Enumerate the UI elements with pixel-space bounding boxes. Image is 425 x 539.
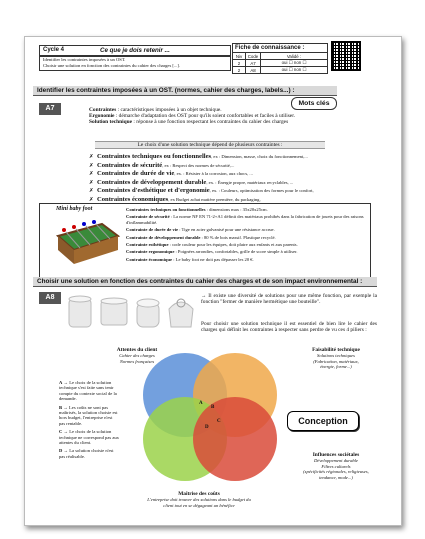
section-heading-a8: Choisir une solution en fonction des contraintes du cahier des charges et de son impact environnemental :: [33, 277, 377, 287]
legend-text: → La solution choisie n'est pas réalisable.: [59, 448, 114, 459]
example-term: Contrainte économique: [126, 256, 173, 262]
objective-1: Identifier les contraintes imposées à un OST.: [43, 57, 126, 62]
example-term: Contrainte esthétique: [126, 242, 169, 248]
example-text: : Le baby foot ne doit pas dépasser les 20 €.: [172, 256, 254, 262]
example-term: Contrainte ergonomique: [126, 249, 175, 255]
list-item: [89, 179, 359, 188]
venn-diagram: [121, 353, 311, 493]
legend-text: → Le choix de la solution technique ne correspond pas aux attentes du client.: [59, 429, 119, 446]
paragraph-diversity-text: Il existe une diversité de solutions pour une même fonction, par exemple la fonction "fermer de manière hermétique une bouteille".: [201, 293, 377, 306]
list-item: [89, 170, 359, 179]
pillar-title: Attentes du client: [116, 347, 158, 353]
pillar-title: Influences sociétales: [312, 452, 360, 458]
mots-cles-badge: Mots clés: [291, 97, 337, 110]
constraint-example: , ex. : Résister à la corrosion, aux chocs, ...: [174, 171, 253, 177]
diagram-letter-b: B: [211, 405, 215, 410]
constraint-example: , ex : Dimension, masse, choix du fonctionnement,...: [211, 154, 308, 159]
document-page: [24, 36, 402, 526]
example-line: [126, 235, 366, 240]
fiche-row-2-code: A8: [246, 67, 261, 74]
cross-icon: ✗: [89, 162, 94, 169]
checkbox-icon[interactable]: ☐: [302, 60, 307, 65]
pillar-subtitle: Solutions techniques (Fabrication, matériaux, énergie, forme...): [313, 353, 359, 370]
example-text: : code couleur pour les équipes, doit plaire aux enfants et aux parents.: [168, 242, 298, 248]
fiche-col-code: Code: [246, 53, 261, 60]
qr-code-icon: [331, 41, 361, 71]
pillar-subtitle: Cahier des charges Normes françaises: [119, 353, 155, 364]
example-text: : La norme NF EN 71-2+A1 définit des matériaux prohibés dans la fabrication de jouets pour des raisons d'inflammabilité.: [126, 214, 364, 225]
example-text: : Poignées arrondies, confortables, grille de score simple à utiliser.: [174, 249, 298, 255]
legend-item: [59, 429, 119, 445]
paragraph-choose: Pour choisir une solution technique il est essentiel de bien lire le cahier des charges qui définit les contraintes à respecter sans perdre de vu ces 4 piliers :: [201, 321, 377, 334]
list-item: [89, 162, 359, 171]
cross-icon: ✗: [89, 188, 94, 195]
example-text: : Tige en acier galvanisé pour une résistance accrue.: [178, 227, 275, 233]
constraint-label: Contraintes techniques ou fonctionnelles: [97, 153, 212, 160]
fiche-box: [232, 43, 328, 74]
fiche-col-niv: Niv: [233, 53, 246, 60]
definition-text: : démarche d'adaptation des OST pour qu'ils soient confortables et faciles à utiliser.: [114, 113, 296, 120]
definition-solution: [89, 119, 329, 125]
paragraph-diversity: [201, 293, 377, 305]
baby-foot-illustration: [52, 214, 122, 272]
legend-item: [59, 405, 119, 427]
checkbox-icon[interactable]: ☐: [288, 67, 293, 72]
legend-letter: C: [59, 429, 63, 435]
constraint-label: Contraintes de sécurité: [97, 161, 163, 169]
constraint-label: Contraintes économiques: [97, 195, 169, 203]
constraint-label: Contraintes d'esthétique et d'ergonomie: [97, 187, 210, 195]
bottle-caps-illustration: [65, 289, 200, 337]
example-line: [126, 242, 366, 247]
fiche-row-1-niv: 2: [233, 60, 246, 67]
pillar-title: Maîtrise des coûts: [178, 491, 220, 497]
fiche-title: Fiche de connaissance :: [232, 43, 328, 52]
fiche-row-2-oui: oui: [281, 67, 288, 72]
checkbox-icon[interactable]: ☐: [288, 60, 293, 65]
example-term: Contraintes techniques ou fonctionnelles: [126, 207, 206, 212]
constraint-example: , ex. : Couleurs, optimisation des formes pour le confort,: [209, 188, 314, 194]
pillar-subtitle: L'entreprise doit trouver des solutions dans le budget du client tout en se dégageant un bénéfice: [147, 497, 251, 508]
example-line: [126, 207, 366, 212]
legend-letter: D: [59, 448, 63, 454]
legend-letter: A: [59, 380, 63, 385]
pillar-subtitle: Développement durable Filtres culturels (spécificités régionales, religieuses, tendance, mode...): [303, 458, 369, 480]
example-box: [39, 203, 371, 281]
example-term: Contrainte de développement durable: [126, 234, 201, 240]
choice-line: Le choix d'une solution technique dépend de plusieurs contraintes :: [95, 141, 325, 149]
example-title: Mini baby foot: [56, 206, 93, 212]
constraints-list: [89, 153, 359, 205]
example-lines: [126, 207, 366, 262]
example-line: [126, 227, 366, 232]
list-item: [89, 153, 359, 162]
legend-item: [59, 448, 119, 459]
section-heading-a7: Identifier les contraintes imposées à un OST. (normes, cahier des charges, labels...) :: [33, 86, 337, 96]
code-badge-a8: A8: [39, 292, 61, 304]
pillar-title: Faisabilité technique: [312, 347, 360, 353]
fiche-row-1-non: non: [293, 60, 302, 65]
definitions: [89, 107, 329, 126]
arrow-icon: →: [201, 293, 209, 299]
definition-text: : réponse à une fonction respectant les contraintes du cahier des charges: [132, 119, 289, 126]
objective-2: Choisir une solution en fonction des contraintes du cahier des charges [...].: [43, 63, 181, 68]
constraint-label: Contraintes de développement durable: [97, 178, 207, 186]
pillar-societal: [291, 453, 381, 480]
example-line: [126, 257, 366, 262]
constraint-example: , ex : Respect des normes de sécurité,...: [162, 162, 235, 168]
definition-text: : caractéristiques imposées à un objet technique.: [116, 107, 222, 113]
constraint-label: Contraintes de durée de vie: [97, 170, 175, 178]
cross-icon: ✗: [89, 179, 94, 186]
definition-term: Ergonomie: [89, 113, 115, 120]
cross-icon: ✗: [89, 154, 94, 160]
example-text: : 80 % de bois massif. Plastique recyclé.: [200, 234, 276, 240]
example-line: [126, 214, 366, 225]
example-line: [126, 249, 366, 254]
example-term: Contrainte de sécurité: [126, 214, 170, 220]
cycle-label: Cycle 4: [43, 47, 65, 53]
diagram-letter-a: A: [199, 401, 203, 406]
code-badge-a7: A7: [39, 103, 61, 115]
fiche-row-1-oui: oui: [281, 60, 288, 65]
venn-legend: [59, 380, 119, 459]
page-title: Ce que je dois retenir ...: [100, 47, 170, 54]
example-text: : dimensions max : 35x20x25cm.: [205, 207, 268, 212]
fiche-row-2-valide: [261, 67, 328, 74]
legend-text: → Le choix de la solution technique s'est faite sans tenir compte du contexte social de la demande.: [59, 380, 117, 402]
diagram-letter-d: D: [205, 425, 209, 430]
fiche-row-2-niv: 2: [233, 67, 246, 74]
constraint-example: , ex. : Énergie propre, matériaux recyclables, ...: [206, 179, 294, 185]
legend-item: [59, 380, 119, 402]
fiche-col-valide: Validé :: [261, 53, 328, 60]
diagram-letter-c: C: [217, 419, 221, 424]
list-item: [89, 187, 359, 196]
fiche-row-1-valide: [261, 60, 328, 67]
definition-term: Solution technique: [89, 119, 132, 126]
circle-societal: [193, 397, 277, 481]
objectives-box: [39, 55, 231, 71]
example-term: Contrainte de durée de vie: [126, 227, 179, 233]
conception-label: Conception: [287, 411, 359, 431]
definition-term: Contraintes: [89, 107, 117, 113]
fiche-table: [232, 52, 328, 74]
constraint-example: , ex Budget achat matière première, du packaging,: [168, 196, 261, 202]
pillar-faisabilite: [293, 348, 379, 370]
legend-text: → Les coûts ne sont pas maîtrisés, la solution choisie est hors budget, l'entreprise n'est pas rentable.: [59, 404, 118, 426]
checkbox-icon[interactable]: ☐: [302, 67, 307, 72]
legend-letter: B: [59, 404, 63, 410]
cross-icon: ✗: [89, 196, 94, 203]
pillar-client: [97, 348, 177, 364]
fiche-row-1-code: A7: [246, 60, 261, 67]
cross-icon: ✗: [89, 171, 94, 178]
fiche-row-2-non: non: [293, 67, 302, 72]
pillar-couts: [119, 492, 279, 508]
